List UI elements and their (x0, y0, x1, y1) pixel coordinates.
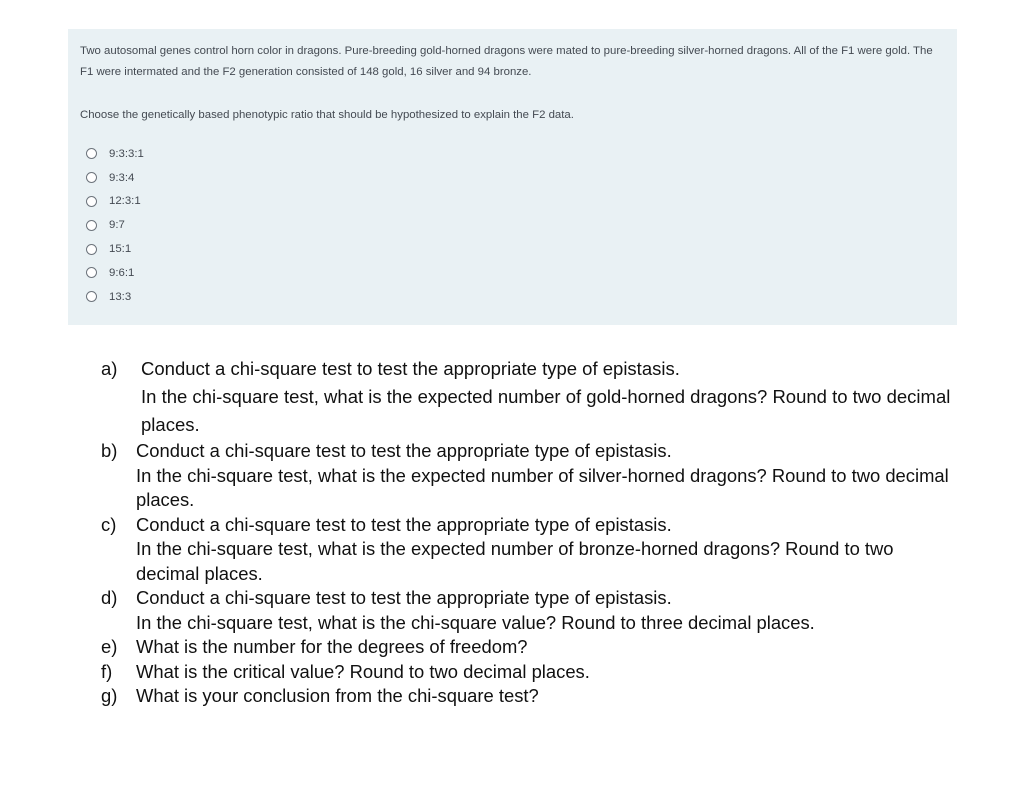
part-d (101, 586, 961, 635)
option-label: 12:3:1 (109, 195, 141, 208)
option-label: 9:7 (109, 219, 125, 232)
answer-options (86, 142, 947, 309)
option-15-1[interactable] (86, 237, 947, 261)
part-label: c) (101, 513, 117, 535)
part-a-line-2: In the chi-square test, what is the expected number of gold-horned dragons? Round to two decimal places. (141, 386, 951, 435)
part-c-line-2: In the chi-square test, what is the expected number of bronze-horned dragons? Round to two decimal places. (136, 538, 894, 584)
option-label: 9:6:1 (109, 266, 135, 279)
question-prompt: Choose the genetically based phenotypic ratio that should be hypothesized to explain the F2 data. (80, 109, 574, 121)
part-label: g) (101, 685, 118, 706)
radio-button-icon[interactable] (86, 267, 97, 278)
part-d-line-2: In the chi-square test, what is the chi-square value? Round to three decimal places. (136, 611, 815, 633)
part-label: e) (101, 636, 118, 657)
option-label: 9:3:4 (109, 171, 135, 184)
part-b-line-1: Conduct a chi-square test to test the appropriate type of epistasis. (136, 440, 672, 461)
part-a (101, 355, 961, 439)
radio-button-icon[interactable] (86, 220, 97, 231)
option-12-3-1[interactable] (86, 190, 947, 214)
radio-button-icon[interactable] (86, 244, 97, 255)
part-g-line-1: What is your conclusion from the chi-square test? (136, 685, 539, 706)
part-label: a) (101, 358, 118, 379)
part-c (101, 513, 961, 587)
part-g (101, 684, 961, 709)
part-f (101, 660, 961, 685)
part-label: b) (101, 440, 118, 461)
option-label: 9:3:3:1 (109, 147, 144, 160)
option-label: 15:1 (109, 243, 132, 256)
part-e-line-1: What is the number for the degrees of freedom? (136, 636, 528, 657)
part-d-line-1: Conduct a chi-square test to test the appropriate type of epistasis. (136, 587, 672, 608)
part-label: f) (101, 660, 113, 682)
radio-button-icon[interactable] (86, 196, 97, 207)
radio-button-icon[interactable] (86, 172, 97, 183)
option-13-3[interactable] (86, 285, 947, 309)
part-c-line-1: Conduct a chi-square test to test the appropriate type of epistasis. (136, 513, 672, 535)
option-label: 13:3 (109, 290, 132, 303)
part-a-line-1: Conduct a chi-square test to test the appropriate type of epistasis. (141, 358, 680, 379)
radio-button-icon[interactable] (86, 291, 97, 302)
part-b-line-2: In the chi-square test, what is the expected number of silver-horned dragons? Round to two decimal places. (136, 464, 949, 510)
question-stem: Two autosomal genes control horn color in dragons. Pure-breeding gold-horned dragons were mated to pure-breeding silver-horned dragons. All of the F1 were gold. The F1 were intermated and the F2 generation consisted of 148 gold, 16 silver and 94 bronze. (80, 45, 933, 78)
option-9-6-1[interactable] (86, 261, 947, 285)
option-9-7[interactable] (86, 213, 947, 237)
question-card (68, 29, 957, 325)
part-e (101, 635, 961, 660)
radio-button-icon[interactable] (86, 148, 97, 159)
option-9-3-4[interactable] (86, 166, 947, 190)
question-parts (101, 355, 961, 709)
part-b (101, 439, 961, 513)
part-label: d) (101, 587, 118, 608)
part-f-line-1: What is the critical value? Round to two decimal places. (136, 660, 590, 682)
option-9-3-3-1[interactable] (86, 142, 947, 166)
